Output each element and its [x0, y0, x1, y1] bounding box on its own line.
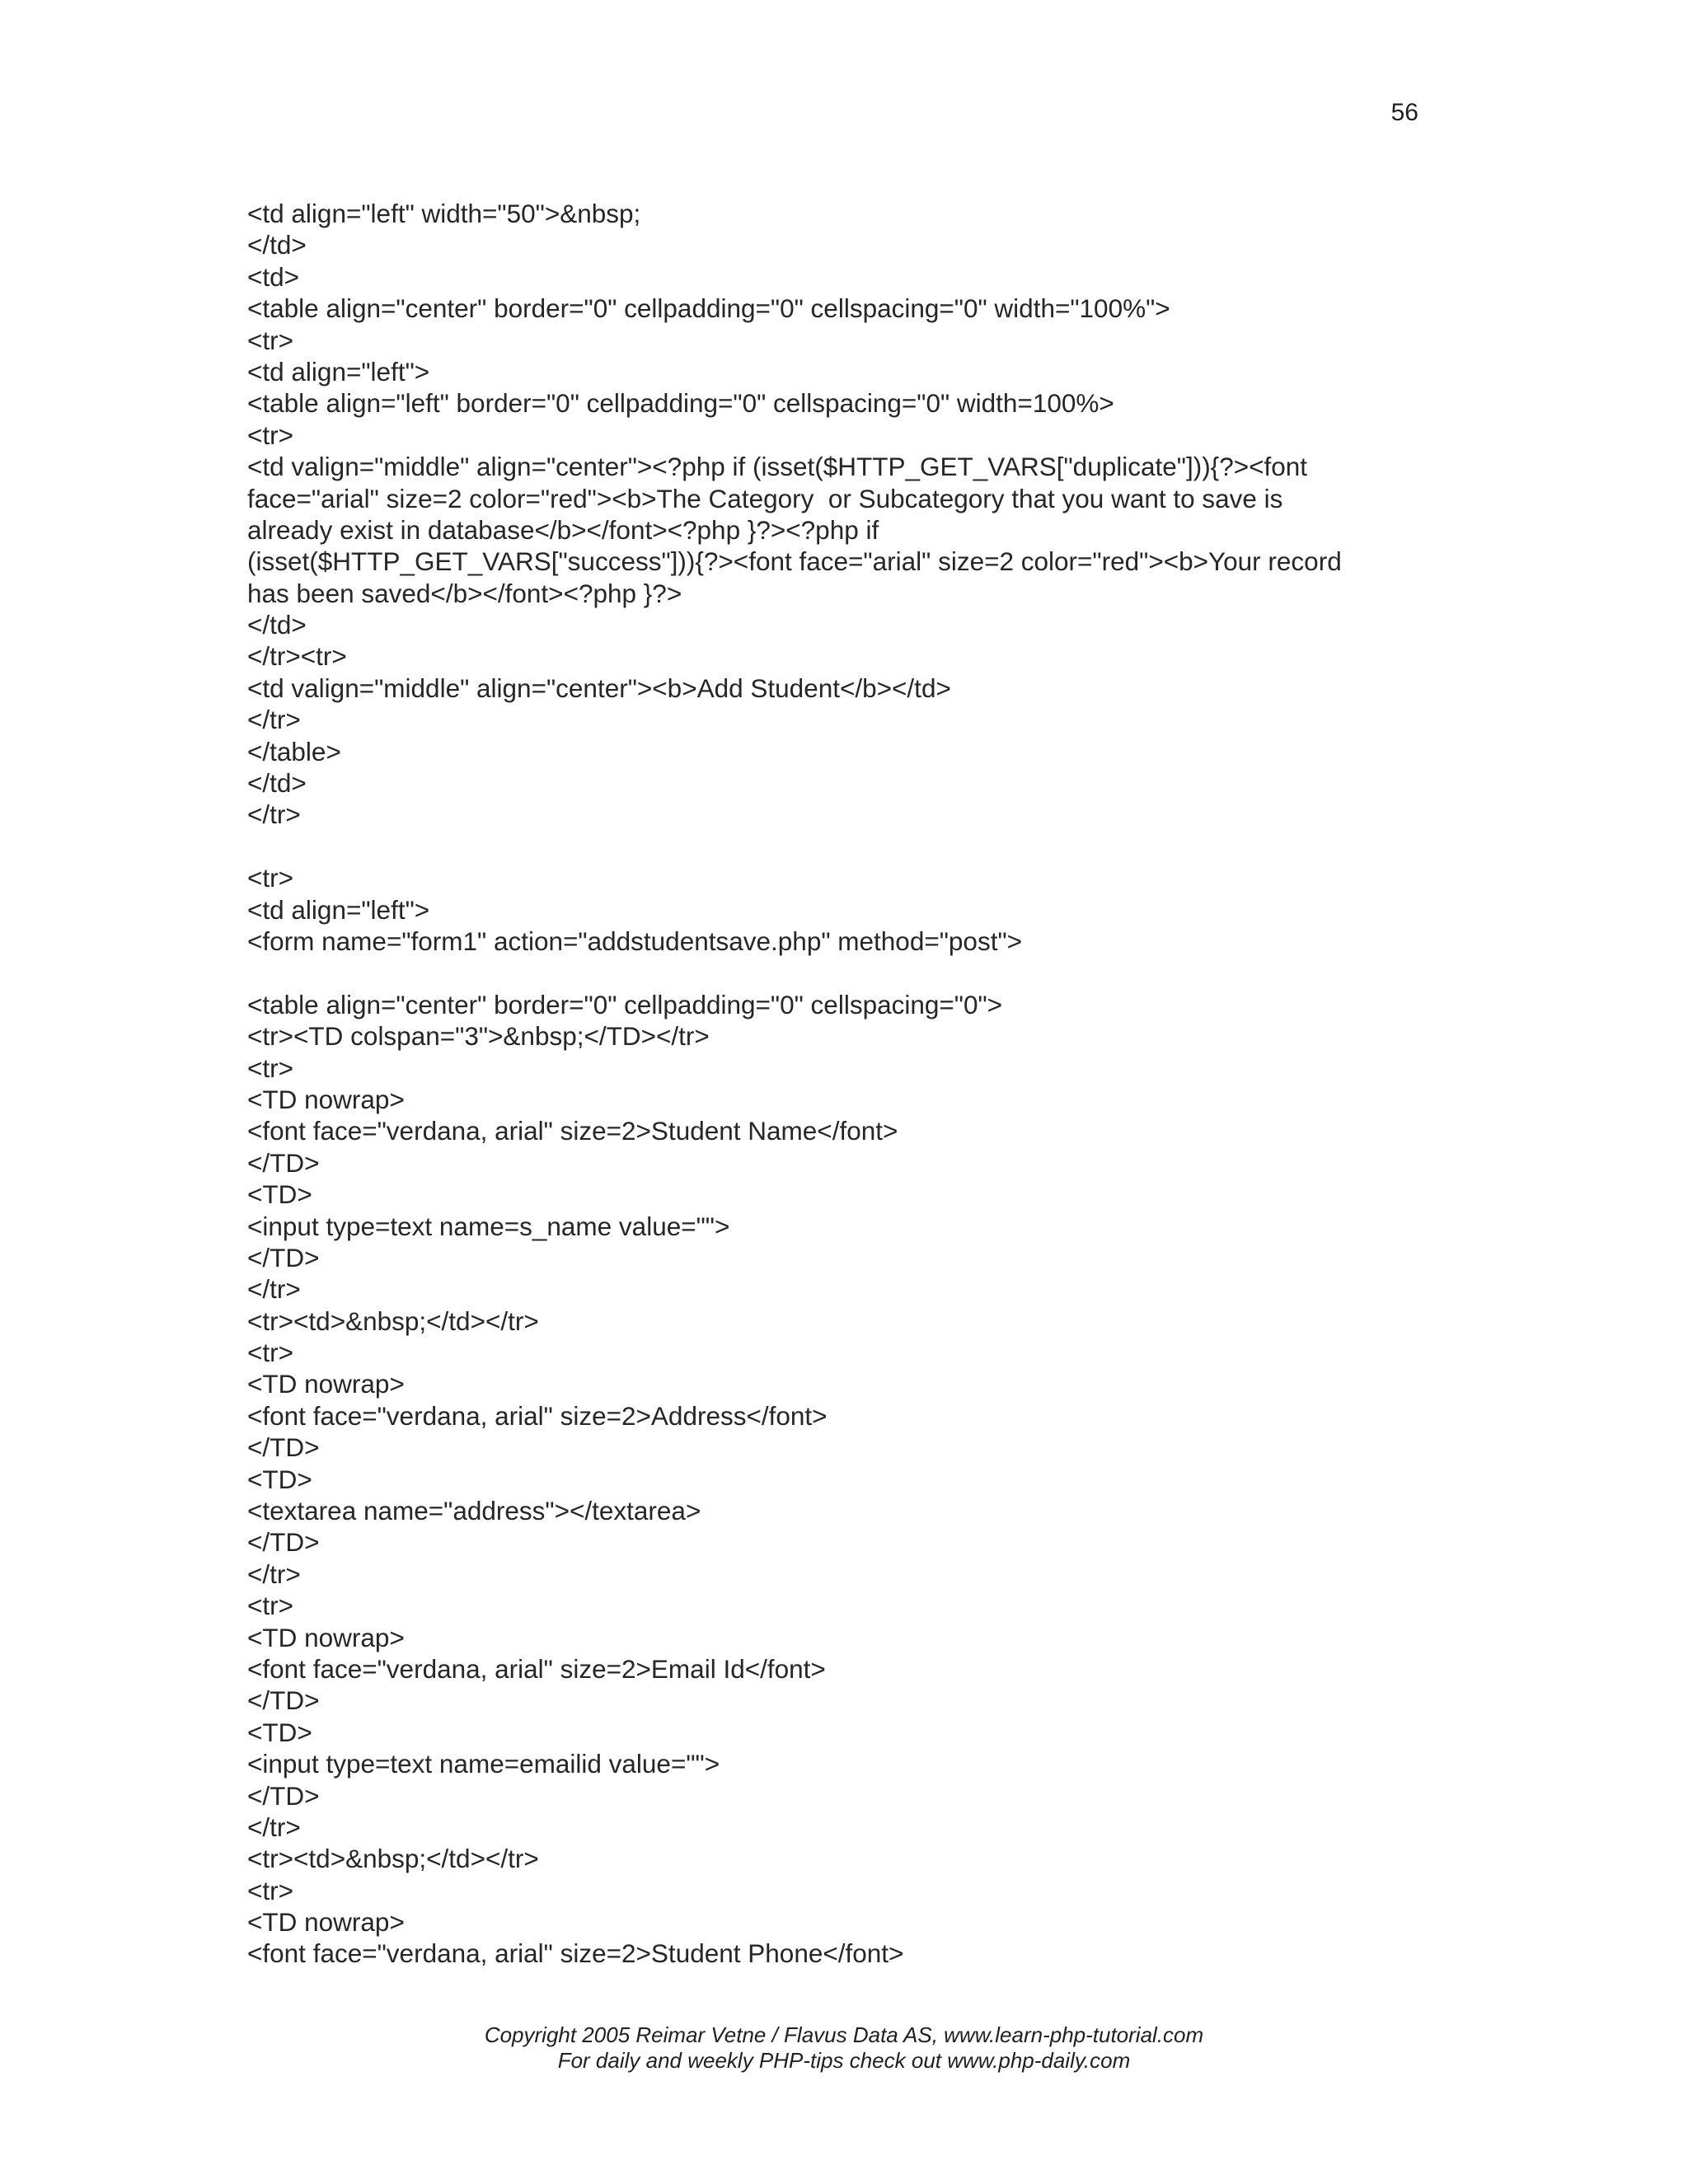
code-line: <td>	[247, 261, 300, 292]
code-line: </tr>	[247, 705, 301, 735]
code-line: <tr>	[247, 1875, 294, 1905]
code-line: <table align="center" border="0" cellpadding="0" cellspacing="0">	[247, 989, 1003, 1019]
code-line: <tr><td>&nbsp;</td></tr>	[247, 1844, 539, 1874]
footer-tips: For daily and weekly PHP-tips check out www.php-daily.com	[557, 2048, 1131, 2073]
code-line: </tr><tr>	[247, 641, 347, 672]
code-line: <input type=text name=emailid value="">	[247, 1749, 720, 1779]
code-listing	[247, 198, 1434, 1970]
code-line: </tr>	[247, 1274, 301, 1305]
code-line: <form name="form1" action="addstudentsave.php" method="post">	[247, 926, 1023, 956]
code-line: <TD nowrap>	[247, 1907, 405, 1938]
code-line: </TD>	[247, 1147, 320, 1178]
code-line: <font face="verdana, arial" size=2>Student Phone</font>	[247, 1938, 904, 1969]
code-line: <td align="left">	[247, 894, 430, 925]
code-line: <TD>	[247, 1464, 312, 1494]
code-line: </TD>	[247, 1527, 320, 1558]
code-line: <font face="verdana, arial" size=2>Student Name</font>	[247, 1116, 898, 1146]
page-number: 56	[1390, 99, 1418, 126]
code-line: </td>	[247, 230, 307, 260]
code-line: <td align="left" width="50">&nbsp;	[247, 199, 641, 228]
code-line: <font face="verdana, arial" size=2>Address</font>	[247, 1400, 828, 1431]
code-line: <TD nowrap>	[247, 1622, 405, 1652]
code-line: </TD>	[247, 1685, 320, 1716]
code-line: <TD nowrap>	[247, 1084, 405, 1114]
code-line: <TD>	[247, 1179, 312, 1210]
code-line: <textarea name="address"></textarea>	[247, 1496, 701, 1526]
code-line: <TD>	[247, 1717, 312, 1747]
code-line: <input type=text name=s_name value="">	[247, 1211, 730, 1241]
code-line: <table align="center" border="0" cellpadding="0" cellspacing="0" width="100%">	[247, 293, 1170, 324]
code-line: <td valign="middle" align="center"><?php if (isset($HTTP_GET_VARS["duplicate"])){?><font	[247, 452, 1308, 482]
code-line: </tr>	[247, 799, 301, 830]
code-line: <tr><td>&nbsp;</td></tr>	[247, 1305, 539, 1336]
code-line: <table align="left" border="0" cellpadding="0" cellspacing="0" width=100%>	[247, 388, 1114, 419]
code-line: <tr>	[247, 419, 294, 450]
code-line: face="arial" size=2 color="red"><b>The Category or Subcategory that you want to save is	[247, 483, 1283, 513]
code-line: </tr>	[247, 1811, 301, 1842]
code-line: <tr>	[247, 1338, 294, 1368]
code-line: </TD>	[247, 1780, 320, 1811]
code-line	[247, 831, 1434, 862]
code-line: </table>	[247, 736, 341, 766]
code-line: <tr>	[247, 863, 294, 893]
code-line: </tr>	[247, 1558, 301, 1589]
code-line	[247, 957, 1434, 988]
code-line: </td>	[247, 768, 307, 799]
code-line: <tr>	[247, 1052, 294, 1083]
code-line: <td valign="middle" align="center"><b>Add Student</b></td>	[247, 673, 951, 703]
code-line: already exist in database</b></font><?php }?><?php if	[247, 514, 879, 545]
page-footer	[0, 2022, 1688, 2074]
code-line: </TD>	[247, 1432, 320, 1463]
code-line: <TD nowrap>	[247, 1369, 405, 1399]
code-line: <td align="left">	[247, 356, 430, 387]
code-line: </TD>	[247, 1242, 320, 1272]
code-line: has been saved</b></font><?php }?>	[247, 578, 682, 608]
footer-copyright: Copyright 2005 Reimar Vetne / Flavus Data AS, www.learn-php-tutorial.com	[484, 2022, 1204, 2047]
code-line: <tr><TD colspan="3">&nbsp;</TD></tr>	[247, 1021, 710, 1052]
code-line: <tr>	[247, 325, 294, 355]
code-line: (isset($HTTP_GET_VARS["success"])){?><font face="arial" size=2 color="red"><b>Your record	[247, 546, 1342, 577]
code-line: <font face="verdana, arial" size=2>Email Id</font>	[247, 1653, 826, 1684]
code-line: </td>	[247, 610, 307, 640]
code-line: <tr>	[247, 1591, 294, 1621]
